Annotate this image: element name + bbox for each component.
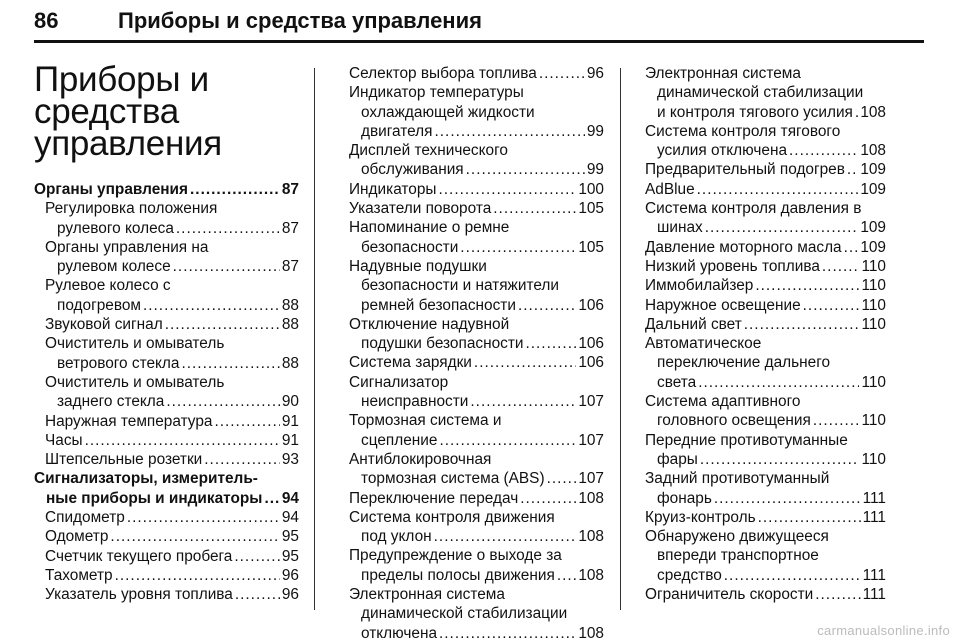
- toc-entry[interactable]: [634, 585, 886, 604]
- dot-leader: [822, 257, 860, 276]
- toc-column-1: [34, 60, 299, 605]
- toc-page-number: 108: [578, 566, 604, 584]
- toc-entry-text: Наружное освещение: [645, 296, 801, 314]
- dot-leader: [724, 566, 861, 585]
- toc-page-number: 105: [578, 238, 604, 256]
- toc-page-number: 106: [578, 296, 604, 314]
- toc-page-number: 99: [586, 161, 604, 179]
- dot-leader: [439, 431, 576, 450]
- toc-entry[interactable]: [338, 411, 604, 450]
- toc-entry-text: Круиз-контроль: [645, 508, 756, 526]
- toc-entry[interactable]: [338, 64, 604, 83]
- toc-entry-text: Штепсельные розетки: [45, 451, 203, 469]
- toc-entry-text: Наружная температура: [45, 412, 213, 430]
- dot-leader: [143, 296, 280, 315]
- dot-leader: [520, 489, 576, 508]
- toc-entry-text: подогревом: [57, 296, 141, 314]
- toc-entry[interactable]: [34, 199, 299, 238]
- toc-entry[interactable]: [338, 450, 604, 489]
- toc-page-number: 100: [578, 180, 604, 198]
- dot-leader: [85, 431, 280, 450]
- running-title: Приборы и средства управления: [118, 8, 482, 33]
- toc-entry[interactable]: [634, 315, 886, 334]
- dot-leader: [493, 199, 576, 218]
- toc-page-number: 110: [861, 412, 886, 430]
- toc-entry[interactable]: [634, 469, 886, 508]
- toc-entry[interactable]: [634, 199, 886, 238]
- toc-entry-text: шинах: [657, 219, 703, 237]
- toc-page-number: 106: [578, 354, 604, 372]
- dot-leader: [789, 141, 858, 160]
- dot-leader: [697, 180, 859, 199]
- dot-leader: [176, 219, 280, 238]
- toc-entry-text: Обнаружено движущееся: [645, 528, 829, 546]
- toc-entry-text: Одометр: [45, 528, 109, 546]
- page-number: 86: [34, 8, 59, 33]
- toc-entry-text: Система контроля давления в: [645, 200, 862, 218]
- toc-page-number: 99: [586, 122, 604, 140]
- toc-entry-text: Антиблокировочная: [349, 450, 492, 468]
- toc-entry[interactable]: [634, 160, 886, 179]
- toc-entry[interactable]: [634, 238, 886, 257]
- toc-entry-text: подушки безопасности: [361, 335, 524, 353]
- dot-leader: [844, 238, 859, 257]
- toc-page-number: 109: [860, 161, 886, 179]
- toc-page-number: 91: [281, 412, 299, 430]
- toc-page-number: 108: [860, 142, 886, 160]
- toc-entry[interactable]: [34, 450, 299, 469]
- dot-leader: [700, 450, 860, 469]
- toc-page-number: 107: [578, 431, 604, 449]
- toc-entry-text: Очиститель и омыватель: [45, 373, 225, 391]
- toc-entry-text: Предупреждение о выходе за: [349, 547, 562, 565]
- toc-entry-text: Дальний свет: [645, 315, 742, 333]
- toc-entry-text: Индикатор температуры: [349, 84, 524, 102]
- toc-entry-text: света: [657, 373, 697, 391]
- toc-entry-text: Указатели поворота: [349, 200, 492, 218]
- toc-entry[interactable]: [338, 546, 604, 585]
- dot-leader: [518, 296, 576, 315]
- toc-page-number: 96: [281, 586, 299, 604]
- dot-leader: [214, 412, 279, 431]
- toc-entry-text: впереди транспортное: [657, 547, 819, 565]
- toc-entry-text: Селектор выбора топлива: [349, 65, 537, 82]
- dot-leader: [235, 585, 280, 604]
- toc-entry-text: ные приборы и индикаторы: [46, 489, 263, 507]
- dot-leader: [166, 392, 280, 411]
- toc-entry[interactable]: [34, 469, 299, 508]
- toc-page-number: 111: [862, 508, 886, 526]
- dot-leader: [474, 353, 576, 372]
- toc-page-number: 88: [281, 354, 299, 372]
- toc-page-number: 88: [281, 296, 299, 314]
- toc-page-number: 108: [578, 528, 604, 546]
- dot-leader: [460, 238, 576, 257]
- toc-page-number: 111: [862, 586, 886, 604]
- toc-page-number: 95: [281, 528, 299, 546]
- dot-leader: [190, 180, 280, 199]
- toc-entry[interactable]: [634, 431, 886, 470]
- dot-leader: [165, 315, 280, 334]
- dot-leader: [547, 469, 577, 488]
- toc-entries: [338, 64, 604, 643]
- toc-page-number: 109: [860, 219, 886, 237]
- dot-leader: [714, 489, 861, 508]
- dot-leader: [755, 276, 859, 295]
- toc-entry-text: рулевого колеса: [57, 219, 174, 237]
- toc-entry[interactable]: [34, 315, 299, 334]
- toc-entry[interactable]: [34, 238, 299, 277]
- toc-entry-text: сцепление: [361, 431, 438, 449]
- toc-page-number: 107: [578, 470, 604, 488]
- toc-entry-text: рулевом колесе: [57, 258, 171, 276]
- toc-column-2: [338, 64, 604, 643]
- toc-entry[interactable]: [634, 257, 886, 276]
- toc-entry[interactable]: [338, 373, 604, 412]
- dot-leader: [855, 103, 858, 122]
- toc-entry-text: фонарь: [657, 489, 712, 507]
- toc-entry[interactable]: [34, 276, 299, 315]
- toc-entry[interactable]: [634, 122, 886, 161]
- toc-page-number: 88: [281, 316, 299, 334]
- toc-entry[interactable]: [338, 315, 604, 354]
- toc-entry[interactable]: [338, 508, 604, 547]
- toc-entry-text: Иммобилайзер: [645, 277, 754, 295]
- toc-page-number: 110: [861, 277, 886, 295]
- toc-page-number: 110: [861, 373, 886, 391]
- toc-entry-text: Автоматическое: [645, 335, 762, 353]
- toc-entry[interactable]: [34, 566, 299, 585]
- toc-page-number: 94: [281, 489, 299, 507]
- toc-entry-text: Задний противотуманный: [645, 470, 830, 488]
- toc-entry[interactable]: [338, 83, 604, 141]
- toc-entry-text: Дисплей технического: [349, 142, 508, 160]
- toc-entry-text: Регулировка положения: [45, 200, 218, 218]
- dot-leader: [466, 160, 585, 179]
- toc-entry-text: Передние противотуманные: [645, 431, 848, 449]
- dot-leader: [539, 64, 585, 83]
- toc-entry[interactable]: [338, 218, 604, 257]
- section-title: [34, 60, 299, 163]
- dot-leader: [744, 315, 860, 334]
- dot-leader: [705, 218, 859, 237]
- toc-entry-text: безопасности и натяжители: [361, 277, 559, 295]
- dot-leader: [115, 566, 280, 585]
- toc-entry[interactable]: [34, 412, 299, 431]
- toc-entry-text: Указатель уровня топлива: [45, 586, 233, 604]
- toc-entries: [34, 180, 299, 605]
- toc-entry-text: AdBlue: [645, 180, 695, 198]
- column-divider: [314, 68, 315, 610]
- toc-page-number: 109: [860, 180, 886, 198]
- dot-leader: [181, 354, 279, 373]
- toc-entry-text: Индикаторы: [349, 180, 437, 198]
- toc-entry[interactable]: [634, 296, 886, 315]
- toc-entry-text: Электронная система: [645, 65, 801, 82]
- toc-page-number: 90: [281, 393, 299, 411]
- toc-page-number: 87: [281, 258, 299, 276]
- toc-entry[interactable]: [34, 180, 299, 199]
- toc-entry-text: переключение дальнего: [657, 354, 831, 372]
- toc-entry-text: безопасности: [361, 238, 459, 256]
- toc-entry-text: Ограничитель скорости: [645, 586, 814, 604]
- toc-page-number: 94: [281, 509, 299, 527]
- toc-entry[interactable]: [338, 353, 604, 372]
- dot-leader: [234, 547, 280, 566]
- dot-leader: [847, 160, 858, 179]
- dot-leader: [470, 392, 576, 411]
- toc-page-number: 109: [860, 238, 886, 256]
- toc-entry[interactable]: [34, 334, 299, 373]
- toc-entry-text: двигателя: [361, 122, 433, 140]
- toc-entry-text: Отключение надувной: [349, 315, 510, 333]
- dot-leader: [815, 585, 860, 604]
- dot-leader: [173, 257, 280, 276]
- toc-entry[interactable]: [634, 276, 886, 295]
- toc-entry-text: Напоминание о ремне: [349, 219, 510, 237]
- toc-entry[interactable]: [338, 585, 604, 643]
- column-divider: [620, 68, 621, 610]
- toc-entry[interactable]: [634, 64, 886, 122]
- toc-entry-text: Надувные подушки: [349, 257, 487, 275]
- toc-entry-text: динамической стабилизации: [361, 605, 568, 623]
- toc-entry-text: заднего стекла: [57, 393, 165, 411]
- toc-page-number: 110: [861, 315, 886, 333]
- toc-entry[interactable]: [338, 180, 604, 199]
- toc-entry-text: Система зарядки: [349, 354, 472, 372]
- toc-entry-text: Тахометр: [45, 566, 113, 584]
- toc-entry[interactable]: [34, 527, 299, 546]
- header-rule: [34, 40, 924, 43]
- toc-entry-text: Счетчик текущего пробега: [45, 547, 233, 565]
- dot-leader: [698, 373, 859, 392]
- toc-entry[interactable]: [338, 141, 604, 180]
- toc-entry-text: Органы управления: [34, 181, 189, 198]
- toc-entry-text: Система адаптивного: [645, 393, 801, 411]
- toc-page-number: 111: [862, 566, 886, 584]
- dot-leader: [557, 566, 577, 585]
- toc-page-number: 96: [586, 65, 604, 82]
- toc-entry-text: Система контроля тягового: [645, 122, 841, 140]
- toc-page-number: 87: [281, 219, 299, 237]
- toc-page-number: 110: [861, 296, 886, 314]
- toc-page-number: 108: [578, 624, 604, 642]
- toc-entry[interactable]: [634, 180, 886, 199]
- toc-entry-text: Тормозная система и: [349, 412, 502, 430]
- toc-entry[interactable]: [634, 392, 886, 431]
- toc-entry-text: пределы полосы движения: [361, 566, 555, 584]
- toc-entry-text: средство: [657, 566, 722, 584]
- dot-leader: [439, 624, 576, 643]
- toc-entry-text: Рулевое колесо с: [45, 277, 171, 295]
- toc-entry-text: отключена: [361, 624, 437, 642]
- toc-entry-text: динамической стабилизации: [657, 84, 864, 102]
- toc-entry[interactable]: [34, 431, 299, 450]
- toc-entry-text: Часы: [45, 431, 83, 449]
- section-title-line: средства: [34, 92, 179, 131]
- toc-entry[interactable]: [34, 373, 299, 412]
- toc-entry-text: Сигнализаторы, измеритель-: [34, 470, 258, 488]
- toc-entry[interactable]: [338, 257, 604, 315]
- toc-entry[interactable]: [634, 334, 886, 392]
- page-header: [34, 0, 924, 44]
- dot-leader: [435, 122, 585, 141]
- toc-entry-text: ремней безопасности: [361, 296, 516, 314]
- dot-leader: [439, 180, 577, 199]
- toc-entry-text: обслуживания: [361, 161, 464, 179]
- toc-entry-text: головного освещения: [657, 412, 811, 430]
- toc-entry-text: усилия отключена: [657, 142, 788, 160]
- toc-page-number: 93: [281, 451, 299, 469]
- toc-entry-text: Спидометр: [45, 509, 125, 527]
- toc-entry[interactable]: [34, 547, 299, 566]
- toc-entry[interactable]: [634, 508, 886, 527]
- toc-entry[interactable]: [34, 585, 299, 604]
- dot-leader: [110, 527, 279, 546]
- toc-entry-text: Низкий уровень топлива: [645, 257, 820, 275]
- toc-entry-text: Давление моторного масла: [645, 238, 842, 256]
- toc-page-number: 108: [578, 489, 604, 507]
- toc-page-number: 107: [578, 393, 604, 411]
- section-title-line: Приборы и: [34, 60, 209, 99]
- toc-page-number: 110: [861, 450, 886, 468]
- toc-entry[interactable]: [634, 527, 886, 585]
- dot-leader: [434, 527, 577, 546]
- toc-entry-text: фары: [657, 450, 698, 468]
- toc-entry-text: Звуковой сигнал: [45, 316, 163, 334]
- dot-leader: [803, 296, 860, 315]
- dot-leader: [264, 489, 279, 508]
- toc-entry[interactable]: [34, 508, 299, 527]
- toc-entry-text: Электронная система: [349, 586, 505, 604]
- toc-entry-text: Очиститель и омыватель: [45, 335, 225, 353]
- toc-page-number: 106: [578, 335, 604, 353]
- toc-entry-text: Система контроля движения: [349, 508, 555, 526]
- toc-page-number: 91: [281, 431, 299, 449]
- toc-entry-text: ветрового стекла: [57, 354, 180, 372]
- toc-entry-text: под уклон: [361, 528, 432, 546]
- dot-leader: [525, 334, 576, 353]
- toc-entry[interactable]: [338, 489, 604, 508]
- toc-page-number: 110: [861, 257, 886, 275]
- dot-leader: [813, 411, 860, 430]
- toc-entry-text: охлаждающей жидкости: [361, 103, 535, 121]
- toc-column-3: [634, 64, 886, 604]
- toc-entry-text: Сигнализатор: [349, 373, 449, 391]
- toc-entry-text: Переключение передач: [349, 489, 519, 507]
- dot-leader: [127, 508, 280, 527]
- toc-entry-text: неисправности: [361, 393, 469, 411]
- toc-page-number: 95: [281, 547, 299, 565]
- dot-leader: [758, 508, 861, 527]
- dot-leader: [204, 450, 280, 469]
- toc-page-number: 108: [860, 103, 886, 121]
- toc-entry[interactable]: [338, 199, 604, 218]
- toc-entry-text: Органы управления на: [45, 238, 209, 256]
- toc-entry-text: Предварительный подогрев: [645, 161, 845, 179]
- toc-entries: [634, 64, 886, 604]
- toc-page-number: 96: [281, 566, 299, 584]
- watermark: carmanualsonline.info: [817, 623, 950, 638]
- toc-page-number: 105: [578, 200, 604, 218]
- toc-page-number: 111: [862, 489, 886, 507]
- toc-entry-text: и контроля тягового усилия: [657, 103, 853, 121]
- toc-entry-text: тормозная система (ABS): [361, 470, 545, 488]
- toc-page-number: 87: [281, 181, 299, 198]
- section-title-line: управления: [34, 124, 222, 163]
